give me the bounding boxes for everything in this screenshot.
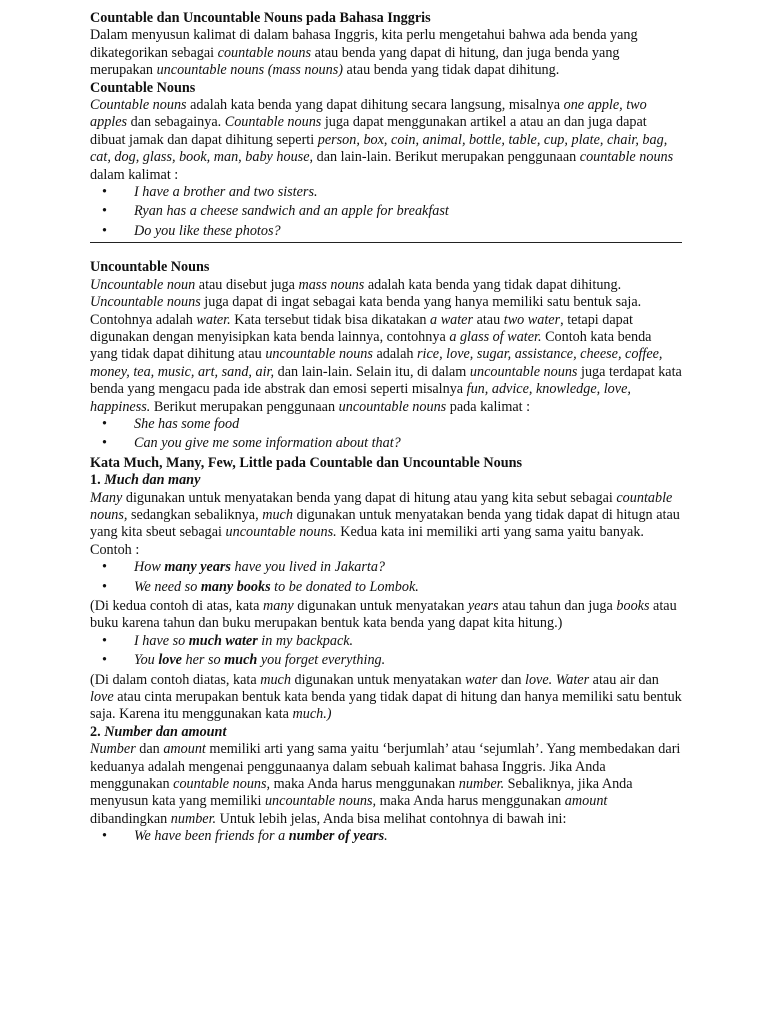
emphasis-italic-text: Countable nouns [224,114,322,131]
emphasis-bold-text: much water [188,632,258,649]
emphasis-italic-text: You [134,652,159,669]
emphasis-italic-text: I have a brother and two sisters. [134,184,318,201]
emphasis-bold-text: many books [200,578,271,595]
list-item [90,559,682,576]
emphasis-italic-text: a water [430,311,474,328]
body-text: digunakan untuk menyatakan benda yang dapat di hitung atau yang kita sebut sebagai [122,489,617,506]
emphasis-italic-text: mass nouns [298,276,365,293]
body-text: , tetapi dapat digunakan dengan menyisipkan kata benda lainnya, contohnya [90,311,634,345]
emphasis-italic-text: I have so [134,632,189,649]
emphasis-italic-text: Number [90,741,136,758]
list-item [90,828,682,845]
emphasis-italic-text: a glass of water. [449,328,542,345]
emphasis-italic-text: Uncountable noun [90,276,196,293]
emphasis-italic-text: love. [525,671,553,688]
bullet-icon: • [102,203,107,220]
body-text: adalah kata benda yang dapat dihitung secara langsung, misalnya [186,97,564,114]
emphasis-italic-text: water. [196,311,231,328]
subheading-number-amount [90,724,682,741]
emphasis-italic-text: uncountable nouns [338,398,447,415]
list-item [90,633,682,650]
list-item [90,416,682,433]
document-page [90,10,682,848]
list-item [90,652,682,669]
bullet-icon: • [102,828,107,845]
body-text: Berikut merupakan penggunaan [150,398,339,415]
emphasis-italic-text: Do you like these photos? [134,222,281,239]
much-examples-list [90,633,682,670]
emphasis-italic-text: amount [163,741,206,758]
emphasis-italic-text: Ryan has a cheese sandwich and an apple for breakfast [134,203,449,220]
emphasis-italic-text: her so [181,652,225,669]
emphasis-italic-text: uncountable nouns (mass nouns) [156,62,343,79]
body-text: Kata tersebut tidak bisa dikatakan [230,311,431,328]
emphasis-italic-text: years [467,598,499,614]
bullet-icon: • [102,415,107,432]
emphasis-bold-text: number of years [288,828,385,845]
emphasis-italic-text: amount [564,793,608,810]
body-text: dan sebagainya. [127,114,225,131]
body-text: atau benda yang tidak dapat dihitung. [342,62,560,79]
intro-paragraph [90,27,682,79]
emphasis-italic-text: uncountable nouns [469,363,578,380]
emphasis-italic-text: We need so [134,578,201,595]
bullet-icon: • [102,632,107,649]
emphasis-italic-text: She has some food [134,415,240,432]
emphasis-italic-text: person, box, coin, animal, bottle, table, cup, plate, chair, bag, cat, dog, glass, book, man, baby house, [90,131,668,166]
emphasis-bold-text: love [158,652,182,669]
emphasis-bold-text: much [224,652,258,669]
bullet-icon: • [102,559,107,576]
emphasis-italic-text: Many [90,489,123,506]
bullet-icon: • [102,578,107,595]
countable-examples-list [90,184,682,240]
list-item [90,223,682,240]
body-text: digunakan untuk menyatakan benda yang tidak dapat di hitugn atau yang kita sbeut sebagai [90,506,680,541]
emphasis-italic-text: much [260,671,291,688]
emphasis-italic-text: rice, love, sugar, assistance, cheese, coffee, money, tea, music, art, sand, air, [90,346,663,380]
body-text: 1. [90,472,105,489]
bullet-icon: • [102,652,107,669]
body-text: atau buku karena tahun dan buku merupakan bentuk kata benda yang dapat kita hitung.) [90,598,677,632]
body-text: Dalam menyusun kalimat di dalam bahasa Inggris, kita perlu mengetahui bahwa ada benda yang dikategorikan sebagai [90,27,638,61]
emphasis-italic-text: in my backpack. [257,632,354,649]
emphasis-italic-text: . [384,828,388,845]
body-text: dan [497,671,526,688]
body-text: sedangkan sebaliknya, [127,506,263,523]
body-text: dalam kalimat : [90,166,179,183]
emphasis-italic-text: uncountable nouns [265,346,373,363]
number-amount-paragraph [90,741,682,828]
emphasis-italic-text: countable nouns [579,149,674,166]
much-many-heading: Kata Much, Many, Few, Little pada Countable dan Uncountable Nouns [90,454,522,471]
body-text: dibandingkan [90,810,171,827]
much-many-paragraph [90,490,682,560]
emphasis-italic-text: have you lived in Jakarta? [230,559,386,576]
emphasis-italic-text: to be donated to Lombok. [270,578,419,595]
emphasis-italic-text: countable nouns [217,44,312,61]
body-text: Untuk lebih jelas, Anda bisa melihat contohnya di bawah ini: [216,810,567,827]
list-item [90,184,682,201]
emphasis-italic-text: much [262,506,293,523]
emphasis-italic-text: number. [458,776,505,793]
body-text: dan lain-lain. Selain itu, di dalam [274,363,470,380]
uncountable-paragraph [90,277,682,416]
emphasis-italic-text: How [134,559,165,576]
body-text: digunakan untuk menyatakan [293,598,468,614]
document-title: Countable dan Uncountable Nouns pada Bahasa Inggris [90,10,431,26]
body-text: atau tahun dan juga [498,598,617,614]
emphasis-italic-text: one apple, two apples [90,97,647,131]
body-text: (Di dalam contoh diatas, kata [90,671,261,688]
emphasis-italic-text: countable nouns, [173,776,271,793]
body-text: dan [135,741,164,758]
bullet-icon: • [102,435,107,452]
many-examples-list [90,559,682,596]
emphasis-italic-text: Number dan amount [104,723,227,740]
uncountable-heading: Uncountable Nouns [90,259,210,276]
body-text: dan lain-lain. Berikut merupakan penggunaan [313,149,580,166]
body-text: atau cinta merupakan bentuk kata benda yang tidak dapat di hitung dan hanya memiliki satu bentuk saja. Karena itu menggunakan kata [90,689,682,723]
countable-heading: Countable Nouns [90,79,196,96]
body-text: adalah [372,346,418,363]
body-text: Kedua kata ini memiliki arti yang sama yaitu banyak. Contoh : [90,524,644,558]
body-text: atau air dan [589,671,659,688]
emphasis-italic-text: Water [555,671,590,688]
emphasis-italic-text: love [90,689,114,706]
body-text: atau disebut juga [195,276,299,293]
emphasis-italic-text: uncountable nouns, [264,793,377,810]
list-item [90,579,682,596]
emphasis-italic-text: you forget everything. [257,652,386,669]
emphasis-italic-text: two water [503,311,561,328]
bullet-icon: • [102,184,107,201]
uncountable-examples-list [90,416,682,453]
emphasis-italic-text: Countable nouns [90,97,187,114]
section-divider [90,242,682,243]
emphasis-italic-text: Uncountable nouns [90,294,201,311]
emphasis-bold-text: many years [164,559,231,576]
body-text: atau benda yang dapat di hitung, dan juga benda yang merupakan [90,44,620,79]
emphasis-italic-text: uncountable nouns. [225,524,337,541]
emphasis-italic-text: many [262,598,294,614]
emphasis-italic-text: Can you give me some information about that? [134,435,401,452]
much-explanation [90,672,682,724]
emphasis-italic-text: water [465,671,498,688]
body-text: 2. [90,723,105,740]
countable-paragraph [90,97,682,184]
emphasis-italic-text: books [616,598,650,614]
number-examples-list [90,828,682,845]
body-text: juga dapat di ingat sebagai kata benda yang hanya memiliki satu bentuk saja. Contohnya adalah [90,294,642,328]
body-text: memiliki arti yang sama yaitu ‘berjumlah’ atau ‘sejumlah’. Yang membedakan dari keduanya adalah mengenai penggunaanya dalam sebuah kalimat bahasa Inggris. Jika Anda menggunakan [90,741,681,793]
list-item [90,203,682,220]
emphasis-italic-text: countable nouns, [90,489,673,523]
emphasis-italic-text: Much dan many [104,472,201,489]
body-text: atau [473,311,504,328]
emphasis-italic-text: much.) [292,706,332,723]
body-text: (Di kedua contoh di atas, kata [90,598,263,614]
body-text: maka Anda harus menggunakan [270,776,459,793]
many-explanation [90,598,682,633]
subheading-much-many [90,472,682,489]
body-text: adalah kata benda yang tidak dapat dihitung. [364,276,622,293]
body-text: digunakan untuk menyatakan [290,671,466,688]
emphasis-italic-text: fun, advice, knowledge, love, happiness. [90,381,631,415]
bullet-icon: • [102,222,107,239]
emphasis-italic-text: number. [170,810,217,827]
body-text: pada kalimat : [446,398,531,415]
body-text: juga terdapat kata benda yang mengacu pada ide abstrak dan emosi seperti misalnya [90,363,682,398]
list-item [90,435,682,452]
body-text: Sebaliknya, jika Anda menyusun kata yang memiliki [90,776,633,810]
body-text: Contoh kata benda yang tidak dapat dihitung atau [90,328,652,363]
body-text: maka Anda harus menggunakan [376,793,565,810]
body-text: juga dapat menggunakan artikel a atau an dan juga dapat dibuat jamak dan dapat dihitung seperti [90,114,647,148]
emphasis-italic-text: We have been friends for a [134,828,289,845]
